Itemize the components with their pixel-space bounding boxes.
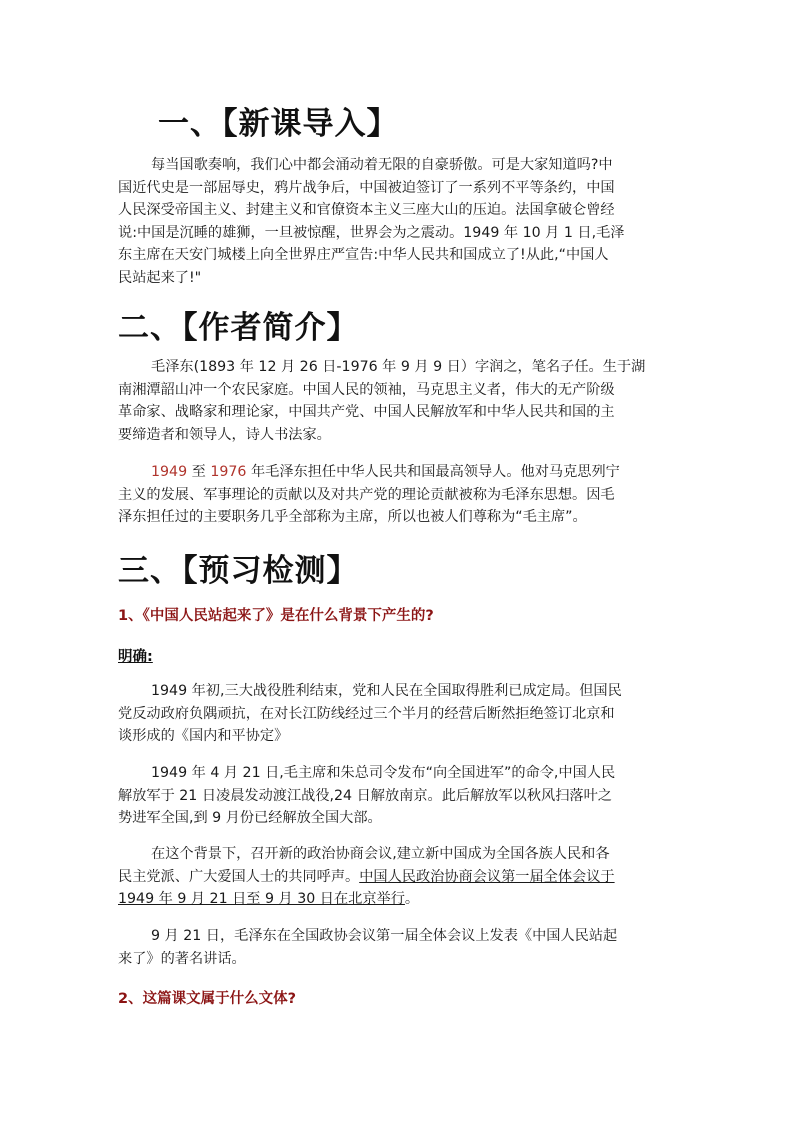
answer-paragraph-3	[118, 843, 678, 911]
text-line: 解放军于 21 日凌晨发动渡江战役,24 日解放南京。此后解放军以秋风扫落叶之	[118, 787, 612, 804]
intro-paragraph	[118, 154, 678, 290]
text-line: 国近代史是一部屈辱史，鸦片战争后，中国被迫签订了一系列不平等条约，中国	[118, 179, 615, 196]
text-line: 主义的发展、军事理论的贡献以及对共产党的理论贡献被称为毛泽东思想。因毛	[118, 486, 615, 503]
author-paragraph-2	[118, 461, 678, 529]
underlined-text: 中国人民政治协商会议第一届全体会议于	[359, 868, 615, 885]
text-line: 在这个背景下，召开新的政治协商会议,建立新中国成为全国各族人民和各	[151, 846, 610, 862]
text-line: 革命家、战略家和理论家，中国共产党、中国人民解放军和中华人民共和国的主	[118, 404, 615, 421]
text-line	[118, 461, 678, 484]
text-line: 来了》的著名讲话。	[118, 950, 246, 967]
text-line	[118, 866, 678, 889]
text-line: 说:中国是沉睡的雄狮，一旦被惊醒，世界会为之震动。1949 年 10 月 1 日,毛泽	[118, 224, 625, 241]
section-heading-author: 二、【作者简介】	[118, 310, 359, 346]
question-2: 2、这篇课文属于什么文体?	[118, 991, 296, 1007]
underlined-text: 1949 年 9 月 21 日至 9 月 30 日在北京举行	[118, 891, 405, 908]
text-line: 要缔造者和领导人，诗人书法家。	[118, 426, 331, 443]
year-start: 1949	[151, 464, 188, 480]
text-line: 人民深受帝国主义、封建主义和官僚资本主义三座大山的压迫。法国拿破仑曾经	[118, 202, 615, 219]
answer-paragraph-2	[118, 762, 678, 830]
text-line: 1949 年初,三大战役胜利结束，党和人民在全国取得胜利已成定局。但国民	[151, 683, 622, 699]
text-line: 党反动政府负隅顽抗，在对长江防线经过三个半月的经营后断然拒绝签订北京和	[118, 705, 615, 722]
text-line: 南湘潭韶山冲一个农民家庭。中国人民的领袖，马克思主义者，伟大的无产阶级	[118, 381, 615, 398]
section-heading-intro: 一、【新课导入】	[158, 106, 399, 142]
text-line: 泽东担任过的主要职务几乎全部称为主席，所以也被人们尊称为“毛主席”。	[118, 509, 587, 526]
answer-paragraph-4	[118, 925, 678, 970]
text-line: 谈形成的《国内和平协定》	[118, 728, 289, 745]
text-line: 东主席在天安门城楼上向全世界庄严宣告:中华人民共和国成立了!从此,“中国人	[118, 247, 609, 264]
text-segment: 。	[404, 891, 420, 908]
year-end: 1976	[210, 464, 247, 480]
text-segment: 民主党派、广大爱国人士的共同呼声。	[118, 868, 360, 885]
text-line: 民站起来了!"	[118, 269, 202, 286]
text-line: 1949 年 4 月 21 日,毛主席和朱总司令发布“向全国进军”的命令,中国人民	[151, 765, 616, 781]
section-heading-preview: 三、【预习检测】	[118, 553, 359, 589]
text-line: 势进军全国,到 9 月份已经解放全国大部。	[118, 810, 382, 827]
text-line: 毛泽东(1893 年 12 月 26 日-1976 年 9 月 9 日）字润之，笔名子任。生于湖	[151, 359, 646, 375]
to-word: 至	[187, 464, 211, 480]
answer-paragraph-1	[118, 680, 678, 748]
text-line: 每当国歌奏响，我们心中都会涌动着无限的自豪骄傲。可是大家知道吗?中	[151, 157, 613, 173]
text-segment: 年毛泽东担任中华人民共和国最高领导人。他对马克思列宁	[246, 464, 620, 480]
question-1: 1、《中国人民站起来了》是在什么背景下产生的?	[118, 608, 434, 624]
text-line: 9 月 21 日，毛泽东在全国政协会议第一届全体会议上发表《中国人民站起	[151, 928, 618, 944]
text-line	[118, 888, 678, 911]
author-paragraph-1	[118, 356, 678, 446]
answer-label: 明确:	[118, 649, 153, 665]
